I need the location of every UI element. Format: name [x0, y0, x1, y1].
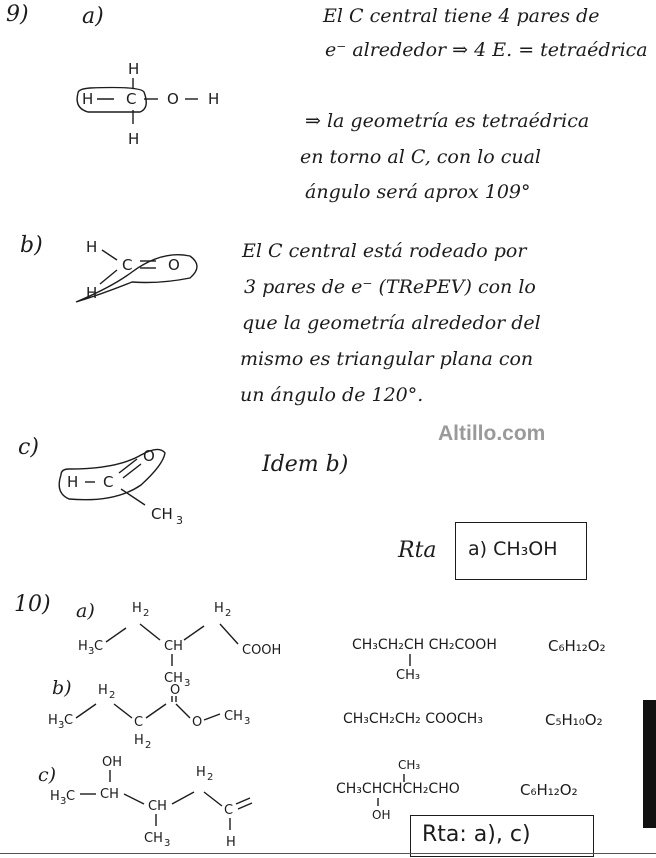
q9b-text-line-4: mismo es triangular plana con — [240, 348, 534, 370]
q10a-condensed-formula: CH₃CH₂CH CH₂COOH — [352, 637, 497, 653]
svg-text:H: H — [50, 789, 60, 804]
scan-edge-shadow — [643, 700, 656, 828]
svg-text:H: H — [132, 601, 142, 616]
svg-text:C: C — [64, 713, 74, 728]
q9-answer-label: Rta — [398, 538, 437, 563]
svg-text:OH: OH — [102, 755, 123, 770]
svg-text:2: 2 — [109, 690, 116, 701]
question-9-number: 9) — [6, 2, 29, 27]
svg-text:2: 2 — [225, 608, 232, 619]
q10-part-c-label: c) — [38, 764, 57, 786]
q10a-branch: CH₃ — [396, 668, 421, 683]
svg-text:CH: CH — [151, 505, 173, 523]
svg-text:C: C — [122, 256, 133, 274]
q9-part-a-label: a) — [82, 4, 104, 29]
q9b-text-line-5: un ángulo de 120°. — [240, 384, 424, 406]
svg-text:3: 3 — [60, 796, 67, 807]
q10c-condensed-formula: CH₃CHCHCH₂CHO — [336, 781, 460, 797]
svg-text:H: H — [98, 683, 108, 698]
svg-text:O: O — [168, 256, 180, 274]
svg-text:O: O — [192, 715, 203, 730]
q10c-molecular-formula: C₆H₁₂O₂ — [520, 781, 578, 799]
q9-part-b-label: b) — [20, 233, 43, 258]
svg-text:O: O — [143, 447, 155, 465]
svg-text:CH: CH — [144, 831, 163, 846]
svg-text:H: H — [86, 238, 98, 256]
q10b-skeletal-structure — [48, 680, 278, 750]
q10c-skeletal-structure — [50, 752, 280, 852]
q10a-branch-bond — [405, 654, 415, 668]
q9b-text-line-2: 3 pares de e⁻ (TRePEV) con lo — [244, 276, 536, 298]
q10a-molecular-formula: C₆H₁₂O₂ — [548, 637, 606, 655]
q9-answer-value: a) CH₃OH — [468, 538, 558, 560]
q10c-branch-top: CH₃ — [398, 758, 421, 772]
svg-text:CH: CH — [100, 787, 119, 802]
svg-text:C: C — [66, 789, 76, 804]
svg-text:H: H — [128, 130, 140, 148]
q10b-molecular-formula: C₅H₁₀O₂ — [545, 711, 603, 729]
svg-text:H: H — [86, 284, 98, 302]
svg-text:H: H — [48, 713, 58, 728]
q9a-text-line-1: El C central tiene 4 pares de — [323, 5, 600, 27]
svg-text:H: H — [208, 90, 220, 108]
svg-text:O: O — [170, 683, 181, 698]
svg-text:CH: CH — [148, 799, 167, 814]
q10b-condensed-formula: CH₃CH₂CH₂ COOCH₃ — [343, 711, 483, 727]
q9c-idem-text: Idem b) — [262, 452, 349, 477]
svg-text:H: H — [214, 601, 224, 616]
question-10-number: 10) — [14, 592, 51, 617]
q10c-branch-bottom: OH — [372, 808, 391, 822]
q9a-text-line-5: ángulo será aprox 109° — [305, 181, 531, 203]
svg-text:H: H — [196, 765, 206, 780]
svg-text:H: H — [82, 90, 94, 108]
q10a-skeletal-structure — [78, 598, 298, 688]
svg-text:3: 3 — [176, 514, 183, 527]
svg-text:H: H — [134, 733, 144, 748]
svg-text:H: H — [128, 60, 140, 78]
svg-text:C: C — [224, 803, 234, 818]
svg-text:3: 3 — [184, 678, 191, 689]
svg-text:2: 2 — [207, 772, 214, 783]
q10-part-a-label: a) — [76, 600, 95, 622]
svg-text:COOH: COOH — [242, 643, 282, 658]
q9b-text-line-1: El C central está rodeado por — [242, 240, 527, 262]
svg-text:O: O — [167, 90, 179, 108]
svg-text:2: 2 — [143, 608, 150, 619]
q9a-text-line-4: en torno al C, con lo cual — [300, 146, 541, 168]
watermark: Altillo.com — [438, 422, 546, 445]
formaldehyde-structure — [72, 232, 212, 312]
q9a-text-line-3: ⇒ la geometría es tetraédrica — [305, 110, 590, 132]
q9-part-c-label: c) — [18, 435, 39, 460]
svg-text:3: 3 — [244, 716, 251, 727]
svg-text:C: C — [126, 90, 137, 108]
scan-bottom-edge — [0, 853, 656, 854]
q10-answer-value: Rta: a), c) — [422, 822, 531, 847]
svg-text:C: C — [134, 715, 144, 730]
svg-text:CH: CH — [164, 639, 183, 654]
svg-text:C: C — [94, 639, 104, 654]
q10c-branch-bonds — [370, 770, 410, 810]
methanol-structure — [70, 58, 240, 158]
svg-text:CH: CH — [224, 709, 243, 724]
svg-text:H: H — [78, 639, 88, 654]
svg-text:2: 2 — [145, 740, 152, 751]
q9a-text-line-2: e⁻ alrededor ⇒ 4 E. = tetraédrica — [325, 39, 648, 61]
q10-part-b-label: b) — [52, 677, 72, 699]
svg-text:CH: CH — [164, 671, 183, 686]
q9b-text-line-3: que la geometría alrededor del — [242, 312, 541, 334]
acetaldehyde-structure — [55, 445, 215, 530]
svg-text:C: C — [103, 473, 114, 491]
svg-text:H: H — [226, 835, 236, 850]
svg-text:3: 3 — [88, 646, 95, 657]
svg-text:3: 3 — [58, 720, 65, 731]
svg-text:3: 3 — [164, 838, 171, 849]
svg-text:H: H — [67, 473, 79, 491]
